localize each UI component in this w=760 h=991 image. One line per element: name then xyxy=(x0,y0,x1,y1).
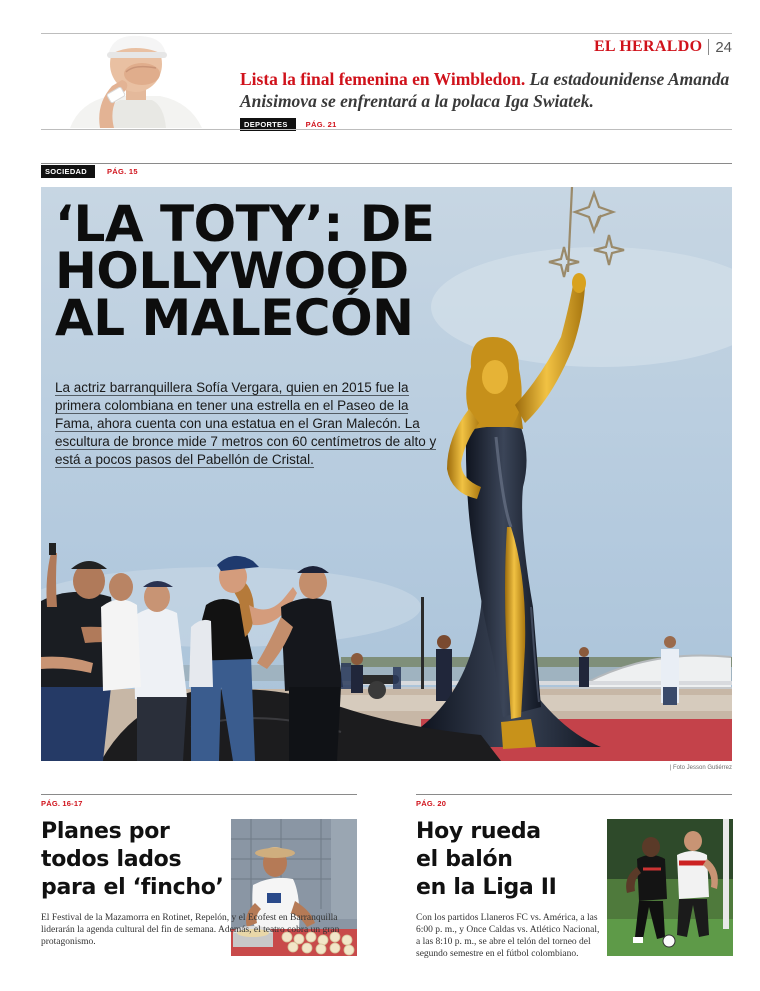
bottom-right-page-ref[interactable]: PÁG. 20 xyxy=(416,799,447,808)
main-story-body xyxy=(55,379,445,469)
main-story-body-text: La actriz barranquillera Sofía Vergara, quien en 2015 fue la primera colombiana en tener una estrella en el Paseo de la Fama, ahora cuenta con una estatua en el Gran Malecón. La escultura de bronce mide 7 metros con 60 centímetros de alto y está a pocos pasos del Pabellón de Cristal. xyxy=(55,380,437,467)
bottom-right-title[interactable]: Hoy rueda el balón en la Liga II xyxy=(416,819,557,900)
photo-credit: | Foto Jesson Gutiérrez xyxy=(669,765,732,771)
main-story-title[interactable]: ‘LA TOTY’: DE HOLLYWOOD AL MALECÓN xyxy=(55,195,435,347)
masthead-divider xyxy=(708,39,709,55)
top-teaser-summary: La estadounidense Amanda Anisimova se enfrentará a la polaca Iga Swiatek. xyxy=(240,69,730,111)
masthead xyxy=(594,38,732,56)
tennis-player-photo[interactable] xyxy=(60,34,212,128)
page-number: 24 xyxy=(715,38,732,56)
newspaper-logo[interactable]: EL HERALDO xyxy=(593,38,703,55)
bottom-left-rule xyxy=(41,794,357,795)
main-story-page-ref[interactable]: PÁG. 15 xyxy=(107,167,138,176)
bottom-right-body: Con los partidos Llaneros FC vs. América, a las 6:00 p. m., y Once Caldas vs. Atlético Nacional, a las 8:10 p. m., se abre el telón del torneo del segundo semestre en el fútbol colombiano. xyxy=(416,913,600,959)
main-section-rule xyxy=(41,163,732,164)
main-section-header xyxy=(41,165,138,178)
section-tag-deportes[interactable]: DEPORTES xyxy=(240,118,296,131)
bottom-right-rule xyxy=(416,794,732,795)
top-teaser-page-ref[interactable]: PÁG. 21 xyxy=(305,120,337,129)
bottom-left-title[interactable]: Planes por todos lados para el ‘fincho’ xyxy=(41,819,224,900)
top-rule-bottom xyxy=(41,129,732,130)
section-tag-sociedad[interactable]: SOCIEDAD xyxy=(41,165,95,178)
hero-photo[interactable] xyxy=(41,187,732,761)
bottom-left-page-ref[interactable]: PÁG. 16-17 xyxy=(41,799,83,808)
bottom-left-body: El Festival de la Mazamorra en Rotinet, Repelón, y el Ecofest en Barranquilla liderarán la agenda cultural del fin de semana. Además, el teatro cobra un gran protagonismo. xyxy=(41,913,340,947)
top-teaser-headline[interactable]: Lista la final femenina en Wimbledon. xyxy=(240,69,526,89)
football-players-photo[interactable] xyxy=(607,819,733,956)
top-teaser[interactable] xyxy=(240,68,732,112)
